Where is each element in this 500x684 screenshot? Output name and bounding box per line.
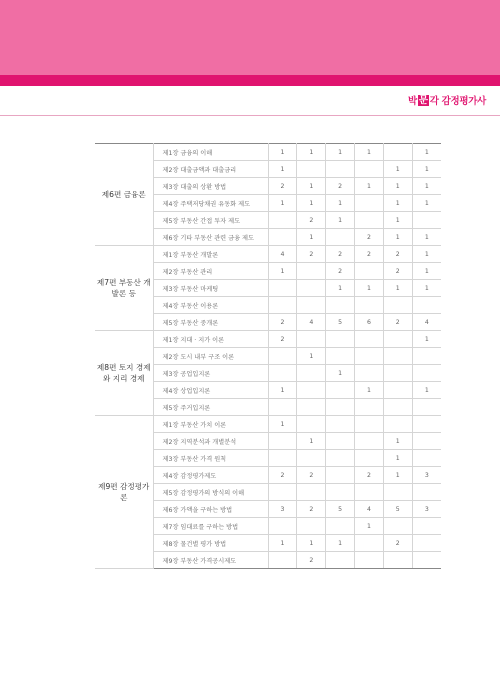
count-cell: 3 [412,467,441,484]
count-cell [383,552,412,569]
count-cell [297,331,326,348]
count-cell: 1 [268,263,297,280]
count-cell [355,297,384,314]
count-cell: 4 [355,501,384,518]
count-cell: 2 [268,331,297,348]
count-cell: 1 [268,195,297,212]
chapter-title: 제4장 부동산 이용론 [153,297,268,314]
count-cell: 1 [412,178,441,195]
chapter-title: 제5장 감정평가의 방식의 이해 [153,484,268,501]
count-cell [268,212,297,229]
header-rule [0,115,500,116]
count-cell [383,416,412,433]
count-cell: 1 [355,280,384,297]
chapter-title: 제3장 대출의 상환 방법 [153,178,268,195]
count-cell: 1 [297,195,326,212]
count-cell: 3 [268,501,297,518]
count-cell: 1 [412,331,441,348]
count-cell [412,348,441,365]
count-cell: 1 [412,144,441,161]
count-cell [326,416,355,433]
count-cell [412,450,441,467]
count-cell [297,297,326,314]
count-cell [326,229,355,246]
count-cell: 3 [412,501,441,518]
brand-boxed-char: 문 [418,94,428,106]
count-cell [268,518,297,535]
count-cell: 1 [383,229,412,246]
count-cell: 4 [412,314,441,331]
count-cell [383,399,412,416]
count-cell: 1 [383,433,412,450]
count-cell: 1 [268,382,297,399]
count-cell [412,212,441,229]
count-cell [326,518,355,535]
chapter-title: 제2장 도시 내부 구조 이론 [153,348,268,365]
chapter-title: 제4장 주택저당채권 유동화 제도 [153,195,268,212]
count-cell [268,229,297,246]
count-cell [297,484,326,501]
chapter-title: 제6장 가액을 구하는 방법 [153,501,268,518]
part-title: 제8편 토지 경제와 지리 경제 [95,331,153,416]
count-cell: 2 [297,552,326,569]
count-cell [355,433,384,450]
count-cell: 1 [326,280,355,297]
count-cell: 5 [383,501,412,518]
count-cell: 2 [268,178,297,195]
chapter-title: 제4장 감정평가제도 [153,467,268,484]
count-cell: 1 [268,535,297,552]
count-cell [268,484,297,501]
count-cell [355,331,384,348]
count-cell: 1 [383,280,412,297]
chapter-title: 제6장 기타 부동산 관련 금융 제도 [153,229,268,246]
count-cell [383,484,412,501]
count-cell [355,212,384,229]
count-cell [355,450,384,467]
count-cell [383,365,412,382]
count-cell [297,518,326,535]
count-cell: 5 [326,501,355,518]
count-cell: 1 [326,144,355,161]
count-cell: 2 [268,467,297,484]
count-cell: 1 [355,518,384,535]
chapter-title: 제4장 상업입지론 [153,382,268,399]
count-cell: 1 [297,535,326,552]
count-cell [297,399,326,416]
header-banner [0,0,500,75]
count-cell: 2 [297,212,326,229]
count-cell: 1 [297,144,326,161]
exam-frequency-table [95,143,441,569]
count-cell: 2 [383,535,412,552]
count-cell: 1 [326,365,355,382]
count-cell [412,416,441,433]
chapter-title: 제1장 지대 · 지가 이론 [153,331,268,348]
count-cell [412,365,441,382]
count-cell [412,399,441,416]
count-cell [383,297,412,314]
count-cell [383,382,412,399]
chapter-title: 제5장 부동산 중개론 [153,314,268,331]
count-cell [297,416,326,433]
chapter-title: 제3장 부동산 가격 원칙 [153,450,268,467]
count-cell [268,399,297,416]
count-cell: 1 [355,178,384,195]
count-cell: 1 [326,535,355,552]
chapter-title: 제5장 주거입지론 [153,399,268,416]
count-cell: 1 [268,161,297,178]
count-cell: 2 [268,314,297,331]
count-cell: 1 [355,144,384,161]
count-cell [412,518,441,535]
chapter-title: 제9장 부동산 가격공시제도 [153,552,268,569]
count-cell [268,433,297,450]
count-cell [326,484,355,501]
chapter-title: 제3장 부동산 마케팅 [153,280,268,297]
count-cell [326,331,355,348]
chapter-title: 제5장 부동산 간접 투자 제도 [153,212,268,229]
count-cell: 1 [297,348,326,365]
count-cell [297,263,326,280]
count-cell [355,552,384,569]
count-cell: 1 [412,161,441,178]
count-cell [326,399,355,416]
part-title: 제9편 감정평가론 [95,416,153,569]
table-row [95,144,441,161]
chapter-title: 제1장 부동산 개발론 [153,246,268,263]
count-cell [268,280,297,297]
count-cell [355,416,384,433]
count-cell: 2 [355,246,384,263]
brand-prefix: 박 [407,96,417,107]
count-cell: 1 [383,195,412,212]
count-cell [355,365,384,382]
count-cell [326,552,355,569]
count-cell [268,348,297,365]
count-cell: 1 [383,450,412,467]
count-cell [412,552,441,569]
count-cell [383,144,412,161]
part-title: 제6편 금융론 [95,144,153,246]
part-title: 제7편 부동산 개발론 등 [95,246,153,331]
count-cell: 1 [412,246,441,263]
count-cell: 1 [412,229,441,246]
count-cell: 2 [326,178,355,195]
count-cell: 1 [383,212,412,229]
count-cell [412,433,441,450]
count-cell: 1 [412,195,441,212]
count-cell: 1 [412,382,441,399]
count-cell [297,280,326,297]
count-cell: 1 [412,280,441,297]
count-cell: 1 [297,178,326,195]
count-cell [383,331,412,348]
brand-suffix: 각 감정평가사 [429,96,486,107]
count-cell [383,518,412,535]
count-cell [297,161,326,178]
count-cell [355,195,384,212]
count-cell [297,382,326,399]
count-cell: 2 [383,314,412,331]
count-cell [412,535,441,552]
chapter-title: 제2장 지역분석과 개별분석 [153,433,268,450]
count-cell [268,552,297,569]
count-cell [355,263,384,280]
count-cell [326,297,355,314]
count-cell: 2 [297,501,326,518]
count-cell: 2 [297,467,326,484]
count-cell: 2 [326,263,355,280]
count-cell: 2 [355,467,384,484]
count-cell [297,365,326,382]
count-cell: 1 [297,229,326,246]
count-cell [326,450,355,467]
count-cell: 1 [355,382,384,399]
count-cell: 1 [268,144,297,161]
chapter-title: 제1장 금융의 이해 [153,144,268,161]
count-cell [326,467,355,484]
count-cell [355,535,384,552]
count-cell [355,484,384,501]
count-cell [268,450,297,467]
count-cell: 1 [383,467,412,484]
chapter-title: 제8장 물건별 평가 방법 [153,535,268,552]
table-row [95,246,441,263]
count-cell: 2 [326,246,355,263]
count-cell [412,297,441,314]
count-cell: 1 [297,433,326,450]
chapter-title: 제7장 임대료를 구하는 방법 [153,518,268,535]
header-stripe [0,75,500,86]
count-cell: 1 [383,178,412,195]
count-cell: 2 [355,229,384,246]
chapter-title: 제2장 대출금액과 대출금리 [153,161,268,178]
count-cell [355,348,384,365]
count-cell [326,348,355,365]
count-cell [355,161,384,178]
count-cell: 1 [383,161,412,178]
chapter-title: 제2장 부동산 관리 [153,263,268,280]
chapter-title: 제1장 부동산 가치 이론 [153,416,268,433]
count-cell [383,348,412,365]
count-cell: 1 [326,195,355,212]
count-cell: 4 [297,314,326,331]
count-cell: 5 [326,314,355,331]
count-cell [297,450,326,467]
table-row [95,416,441,433]
chapter-title: 제3장 공업입지론 [153,365,268,382]
count-cell [326,161,355,178]
count-cell [355,399,384,416]
count-cell: 1 [326,212,355,229]
count-cell: 1 [268,416,297,433]
count-cell [326,433,355,450]
count-cell: 1 [412,263,441,280]
table-row [95,331,441,348]
count-cell: 6 [355,314,384,331]
count-cell [412,484,441,501]
count-cell: 2 [383,246,412,263]
count-cell [268,297,297,314]
brand-logo [408,93,486,107]
count-cell: 2 [383,263,412,280]
count-cell: 4 [268,246,297,263]
count-cell [326,382,355,399]
count-cell [268,365,297,382]
count-cell: 2 [297,246,326,263]
